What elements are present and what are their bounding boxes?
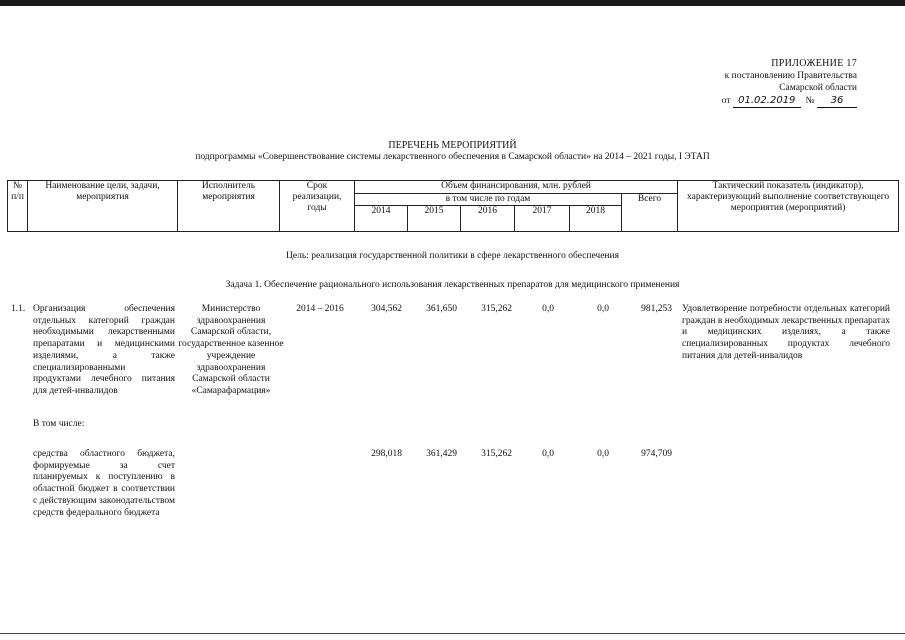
row1-term: 2014 – 2016 xyxy=(296,304,344,314)
appendix-line-1: к постановлению Правительства xyxy=(724,71,857,81)
header-name: Наименование цели, задачи, мероприятия xyxy=(28,181,178,232)
header-executor: Исполнитель мероприятия xyxy=(178,181,280,232)
row2-name: средства областного бюджета, формируемые за счет планируемых к поступлению в областной бюджет в соответствии с действующим законодательством средств федерального бюджета xyxy=(33,449,175,518)
header-year-2015: 2015 xyxy=(408,206,461,232)
page-title: ПЕРЕЧЕНЬ МЕРОПРИЯТИЙ xyxy=(388,140,517,151)
task-line: Задача 1. Обеспечение рационального использования лекарственных препаратов для медицинского применения xyxy=(225,280,680,290)
appendix-title: ПРИЛОЖЕНИЕ 17 xyxy=(771,58,857,69)
from-label: от xyxy=(721,96,731,106)
page-subtitle: подпрограммы «Совершенствование системы лекарственного обеспечения в Самарской области» на 2014 – 2021 годы, I ЭТАП xyxy=(195,152,710,162)
appendix-date-line xyxy=(722,95,857,108)
row2-value-2016: 315,262 xyxy=(481,449,512,459)
row1-value-2015: 361,650 xyxy=(426,304,457,314)
header-year-2016: 2016 xyxy=(461,206,515,232)
row2-value-2017: 0,0 xyxy=(542,449,554,459)
row1-executor: Министерство здравоохранения Самарской области, государственное казенное учреждение здравоохранения Самарской области «Самарафармация» xyxy=(178,304,284,396)
row1-value-2014: 304,562 xyxy=(371,304,402,314)
header-year-2018: 2018 xyxy=(570,206,622,232)
row1-indicator: Удовлетворение потребности отдельных категорий граждан в необходимых лекарственных препаратах и медицинских изделиях, а также специализированных продуктах лечебного питания для детей-инвалидов xyxy=(682,304,891,361)
row1-value-2016: 315,262 xyxy=(481,304,512,314)
row1-value-2017: 0,0 xyxy=(542,304,554,314)
row1-name: Организация обеспечения отдельных категорий граждан необходимыми лекарственными препаратами и медицинскими изделиями, а также специализированными продуктами лечебного питания для детей-инвалидов xyxy=(33,304,175,396)
row2-value-2014: 298,018 xyxy=(371,449,402,459)
top-scan-border xyxy=(0,0,905,6)
row2-value-2018: 0,0 xyxy=(597,449,609,459)
header-indicator: Тактический показатель (индикатор), характеризующий выполнение соответствующего мероприятия (мероприятий) xyxy=(678,181,899,232)
row2-value-2015: 361,429 xyxy=(426,449,457,459)
header-year-2014: 2014 xyxy=(355,206,408,232)
bottom-scan-edge xyxy=(0,633,905,634)
header-funding: Объем финансирования, млн. рублей xyxy=(355,181,678,194)
header-by-years: в том числе по годам xyxy=(355,194,622,206)
row2-total: 974,709 xyxy=(641,449,672,459)
handwritten-date: 01.02.2019 xyxy=(733,95,801,108)
handwritten-number: 36 xyxy=(817,95,857,108)
appendix-line-2: Самарской области xyxy=(779,83,857,93)
appendix-block xyxy=(722,58,857,108)
header-total: Всего xyxy=(622,194,678,232)
row1-number: 1.1. xyxy=(11,304,26,314)
header-year-2017: 2017 xyxy=(515,206,570,232)
table-header xyxy=(7,180,899,232)
including-label: В том числе: xyxy=(33,419,85,429)
number-label: № xyxy=(805,96,815,106)
goal-line: Цель: реализация государственной политики в сфере лекарственного обеспечения xyxy=(286,251,619,261)
row1-value-2018: 0,0 xyxy=(597,304,609,314)
header-no: № п/п xyxy=(8,181,28,232)
header-term: Срок реализации, годы xyxy=(280,181,355,232)
row1-total: 981,253 xyxy=(641,304,672,314)
